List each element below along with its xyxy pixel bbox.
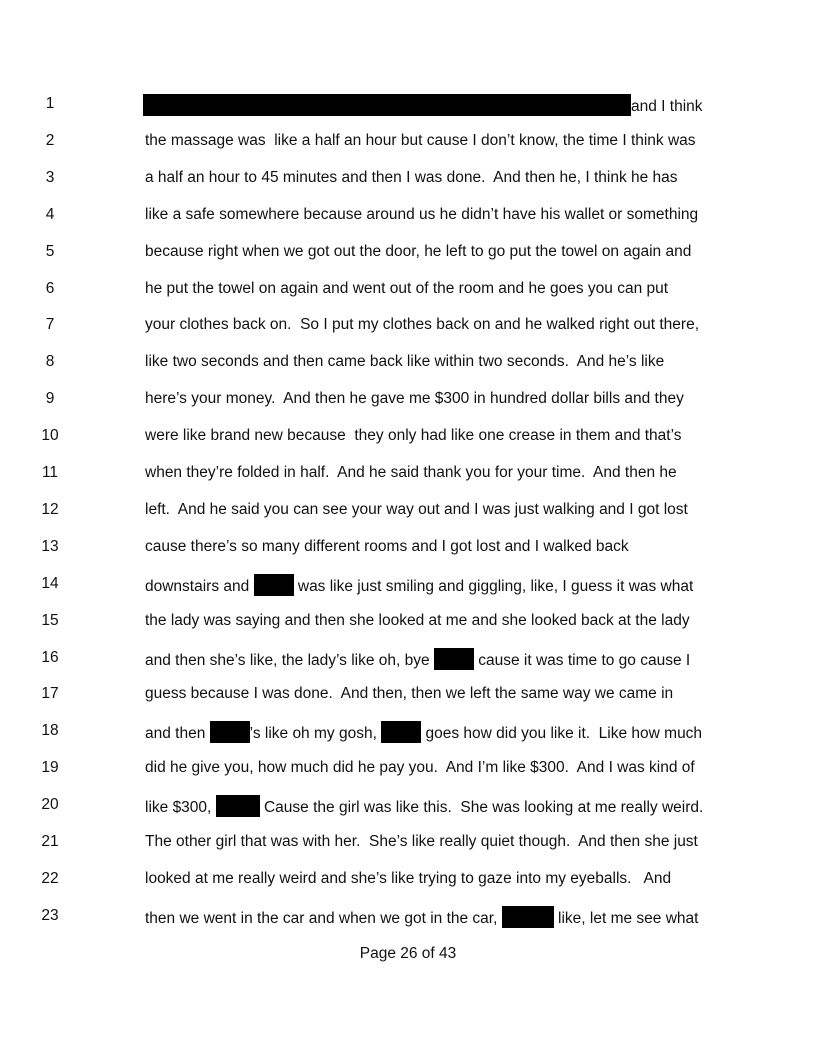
line-text [145,906,698,929]
text-segment: cause there’s so many different rooms and I got lost and I walked back [145,537,629,555]
line-number: 19 [41,759,59,777]
line-number: 11 [41,464,59,481]
line-number: 15 [41,611,59,629]
line-number: 3 [45,168,55,186]
text-segment: Cause the girl was like this. She was looking at me really weird. [259,799,704,817]
line-text [145,795,703,818]
transcript-line [0,684,816,721]
line-text [145,611,690,631]
transcript-line [0,131,816,168]
transcript-line [0,463,816,500]
transcript-line [0,242,816,279]
redaction-box [254,574,294,596]
text-segment: like a safe somewhere because around us he didn’t have his wallet or something [145,205,699,223]
transcript-line [0,426,816,463]
transcript-line [0,832,816,869]
transcript-line [0,94,816,131]
transcript-line [0,758,816,795]
line-number: 7 [45,316,55,334]
transcript-line [0,537,816,574]
text-segment: and I think [631,98,703,115]
text-segment: looked at me really weird and she’s like trying to gaze into my eyeballs. And [145,869,672,887]
line-text [145,648,690,671]
redaction-box [216,795,260,817]
line-text [145,463,677,483]
text-segment: left. And he said you can see your way out and I was just walking and I got lost [145,500,688,518]
redaction-box [143,94,631,116]
redaction-box [434,648,474,670]
text-segment: here’s your money. And then he gave me $300 in hundred dollar bills and they [145,390,684,408]
line-text [145,832,698,852]
line-text [145,279,668,299]
line-text [145,537,629,557]
line-text [145,389,684,409]
transcript-line [0,352,816,389]
line-number: 6 [45,279,55,297]
text-segment: ’s like oh my gosh, [249,725,382,743]
line-number: 18 [41,722,59,740]
transcript-line [0,315,816,352]
text-segment: The other girl that was with her. She’s like really quiet though. And then she just [145,833,698,850]
text-segment: he put the towel on again and went out of the room and he goes you can put [145,279,669,297]
transcript-line [0,795,816,832]
redaction-box [210,721,250,743]
text-segment: and then [145,725,210,743]
text-segment: then we went in the car and when we got in the car, [145,909,502,927]
text-segment: the lady was saying and then she looked at me and she looked back at the lady [145,611,690,629]
transcript-line [0,168,816,205]
text-segment: downstairs and [145,577,254,595]
line-number: 9 [45,390,55,408]
line-text [145,426,682,446]
text-segment: goes how did you like it. Like how much [421,725,703,743]
line-text [145,758,695,778]
page-number: Page 26 of 43 [359,945,457,962]
line-text [145,168,678,188]
text-segment: cause it was time to go cause I [473,651,691,669]
line-number: 1 [45,95,55,112]
line-text [145,500,688,520]
line-number: 2 [45,131,55,149]
line-number: 16 [41,648,59,666]
text-segment: the massage was like a half an hour but cause I don’t know, the time I think was [145,131,696,149]
transcript-line [0,611,816,648]
text-segment: a half an hour to 45 minutes and then I was done. And then he, I think he has [145,168,678,186]
text-segment: when they’re folded in half. And he said thank you for your time. And then he [145,464,677,481]
line-number: 17 [41,685,59,703]
line-number: 10 [41,427,59,445]
line-number: 5 [45,242,55,260]
line-number: 4 [45,205,55,223]
text-segment: was like just smiling and giggling, like, I guess it was what [293,577,694,595]
line-number: 14 [41,574,59,592]
line-text [145,721,702,744]
transcript-line [0,648,816,685]
transcript-line [0,721,816,758]
transcript-line [0,906,816,943]
transcript-line [0,279,816,316]
line-text [145,684,673,704]
line-text [145,574,693,597]
transcript-line [0,500,816,537]
transcript-line [0,574,816,611]
text-segment: and then she’s like, the lady’s like oh, bye [145,651,434,669]
line-number: 13 [41,537,59,555]
line-text [145,242,691,262]
text-segment: did he give you, how much did he pay you. And I’m like $300. And I was kind of [145,759,695,777]
text-segment: guess because I was done. And then, then we left the same way we came in [145,685,674,703]
line-text [145,869,671,889]
text-segment: your clothes back on. So I put my clothes back on and he walked right out there, [145,316,700,334]
line-number: 20 [41,796,59,814]
text-segment: were like brand new because they only had like one crease in them and that’s [145,427,682,445]
line-number: 23 [41,906,59,924]
redaction-box [381,721,421,743]
line-text [145,94,703,117]
line-text [145,131,696,151]
transcript-line [0,869,816,906]
text-segment: like $300, [145,799,216,817]
line-number: 12 [41,500,59,518]
text-segment: like two seconds and then came back like within two seconds. And he’s like [145,353,665,371]
line-text [145,205,698,225]
line-number: 22 [41,869,59,887]
text-segment: because right when we got out the door, he left to go put the towel on again and [145,242,692,260]
transcript-line [0,389,816,426]
line-number: 21 [41,833,59,850]
redaction-box [502,906,554,928]
transcript-line [0,205,816,242]
line-text [145,315,699,335]
line-number: 8 [45,353,55,371]
line-text [145,352,664,372]
text-segment: like, let me see what [553,909,699,927]
